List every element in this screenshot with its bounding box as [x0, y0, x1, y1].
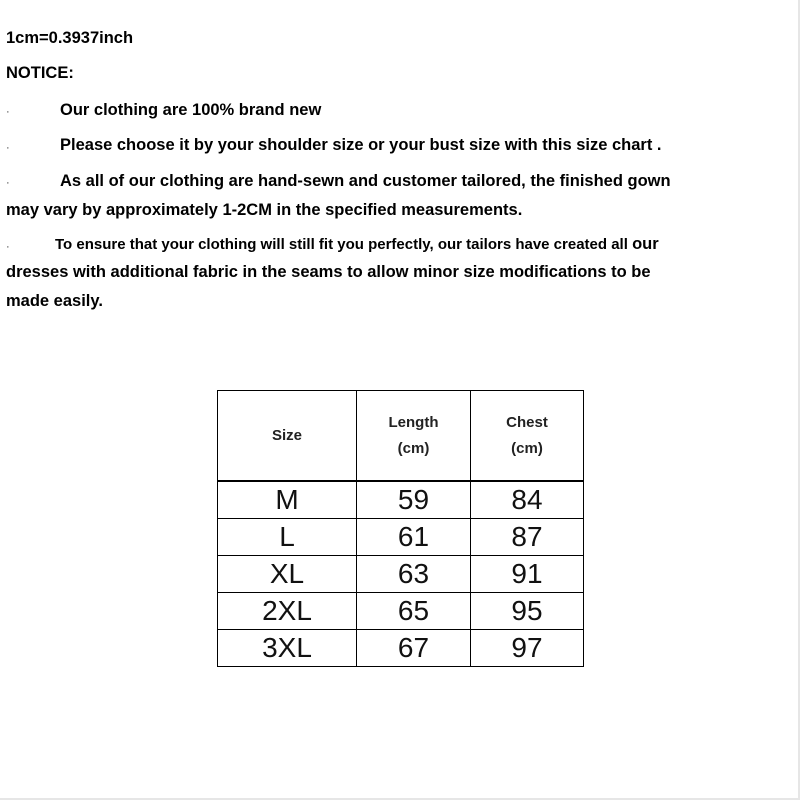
note-fit-line1	[55, 234, 659, 255]
cell-size: 3XL	[218, 630, 357, 667]
cell-size: XL	[218, 556, 357, 593]
cell-chest: 97	[471, 630, 584, 667]
bullet: ·	[6, 177, 10, 189]
note-fit-line2: dresses with additional fabric in the seams to allow minor size modifications to be	[6, 263, 651, 281]
header-chest-title: Chest	[506, 413, 548, 431]
cell-length: 59	[357, 481, 471, 519]
cell-length: 61	[357, 519, 471, 556]
cell-size: 2XL	[218, 593, 357, 630]
table-row	[218, 481, 584, 519]
conversion-note: 1cm=0.3937inch	[6, 29, 134, 47]
bullet: ·	[6, 142, 10, 154]
cell-length: 67	[357, 630, 471, 667]
cell-length: 63	[357, 556, 471, 593]
notice-heading: NOTICE:	[6, 64, 74, 82]
cell-length: 65	[357, 593, 471, 630]
note-brand-new: Our clothing are 100% brand new	[60, 101, 322, 119]
note-fit-line1-tail: our	[632, 235, 659, 253]
cell-chest: 87	[471, 519, 584, 556]
header-size: Size	[218, 391, 357, 482]
note-hand-sewn-line1: As all of our clothing are hand-sewn and customer tailored, the finished gown	[60, 172, 671, 190]
cell-chest: 84	[471, 481, 584, 519]
header-chest-unit: (cm)	[511, 439, 543, 457]
bullet: ·	[6, 241, 10, 253]
note-choose-size: Please choose it by your shoulder size or your bust size with this size chart .	[60, 136, 662, 154]
cell-size: L	[218, 519, 357, 556]
table-row	[218, 519, 584, 556]
size-chart-table	[217, 390, 584, 667]
note-fit-line1-text: To ensure that your clothing will still fit you perfectly, our tailors have created all	[55, 236, 633, 253]
header-length-title: Length	[388, 413, 439, 431]
header-length-unit: (cm)	[397, 439, 430, 457]
note-fit-line3: made easily.	[6, 292, 103, 310]
cell-chest: 91	[471, 556, 584, 593]
header-chest	[471, 391, 584, 482]
note-hand-sewn-line2: may vary by approximately 1-2CM in the specified measurements.	[6, 201, 523, 219]
bullet: ·	[6, 106, 10, 118]
cell-chest: 95	[471, 593, 584, 630]
cell-size: M	[218, 481, 357, 519]
table-row	[218, 556, 584, 593]
table-row	[218, 593, 584, 630]
table-row	[218, 630, 584, 667]
table-header-row	[218, 391, 584, 482]
header-length	[357, 391, 471, 482]
